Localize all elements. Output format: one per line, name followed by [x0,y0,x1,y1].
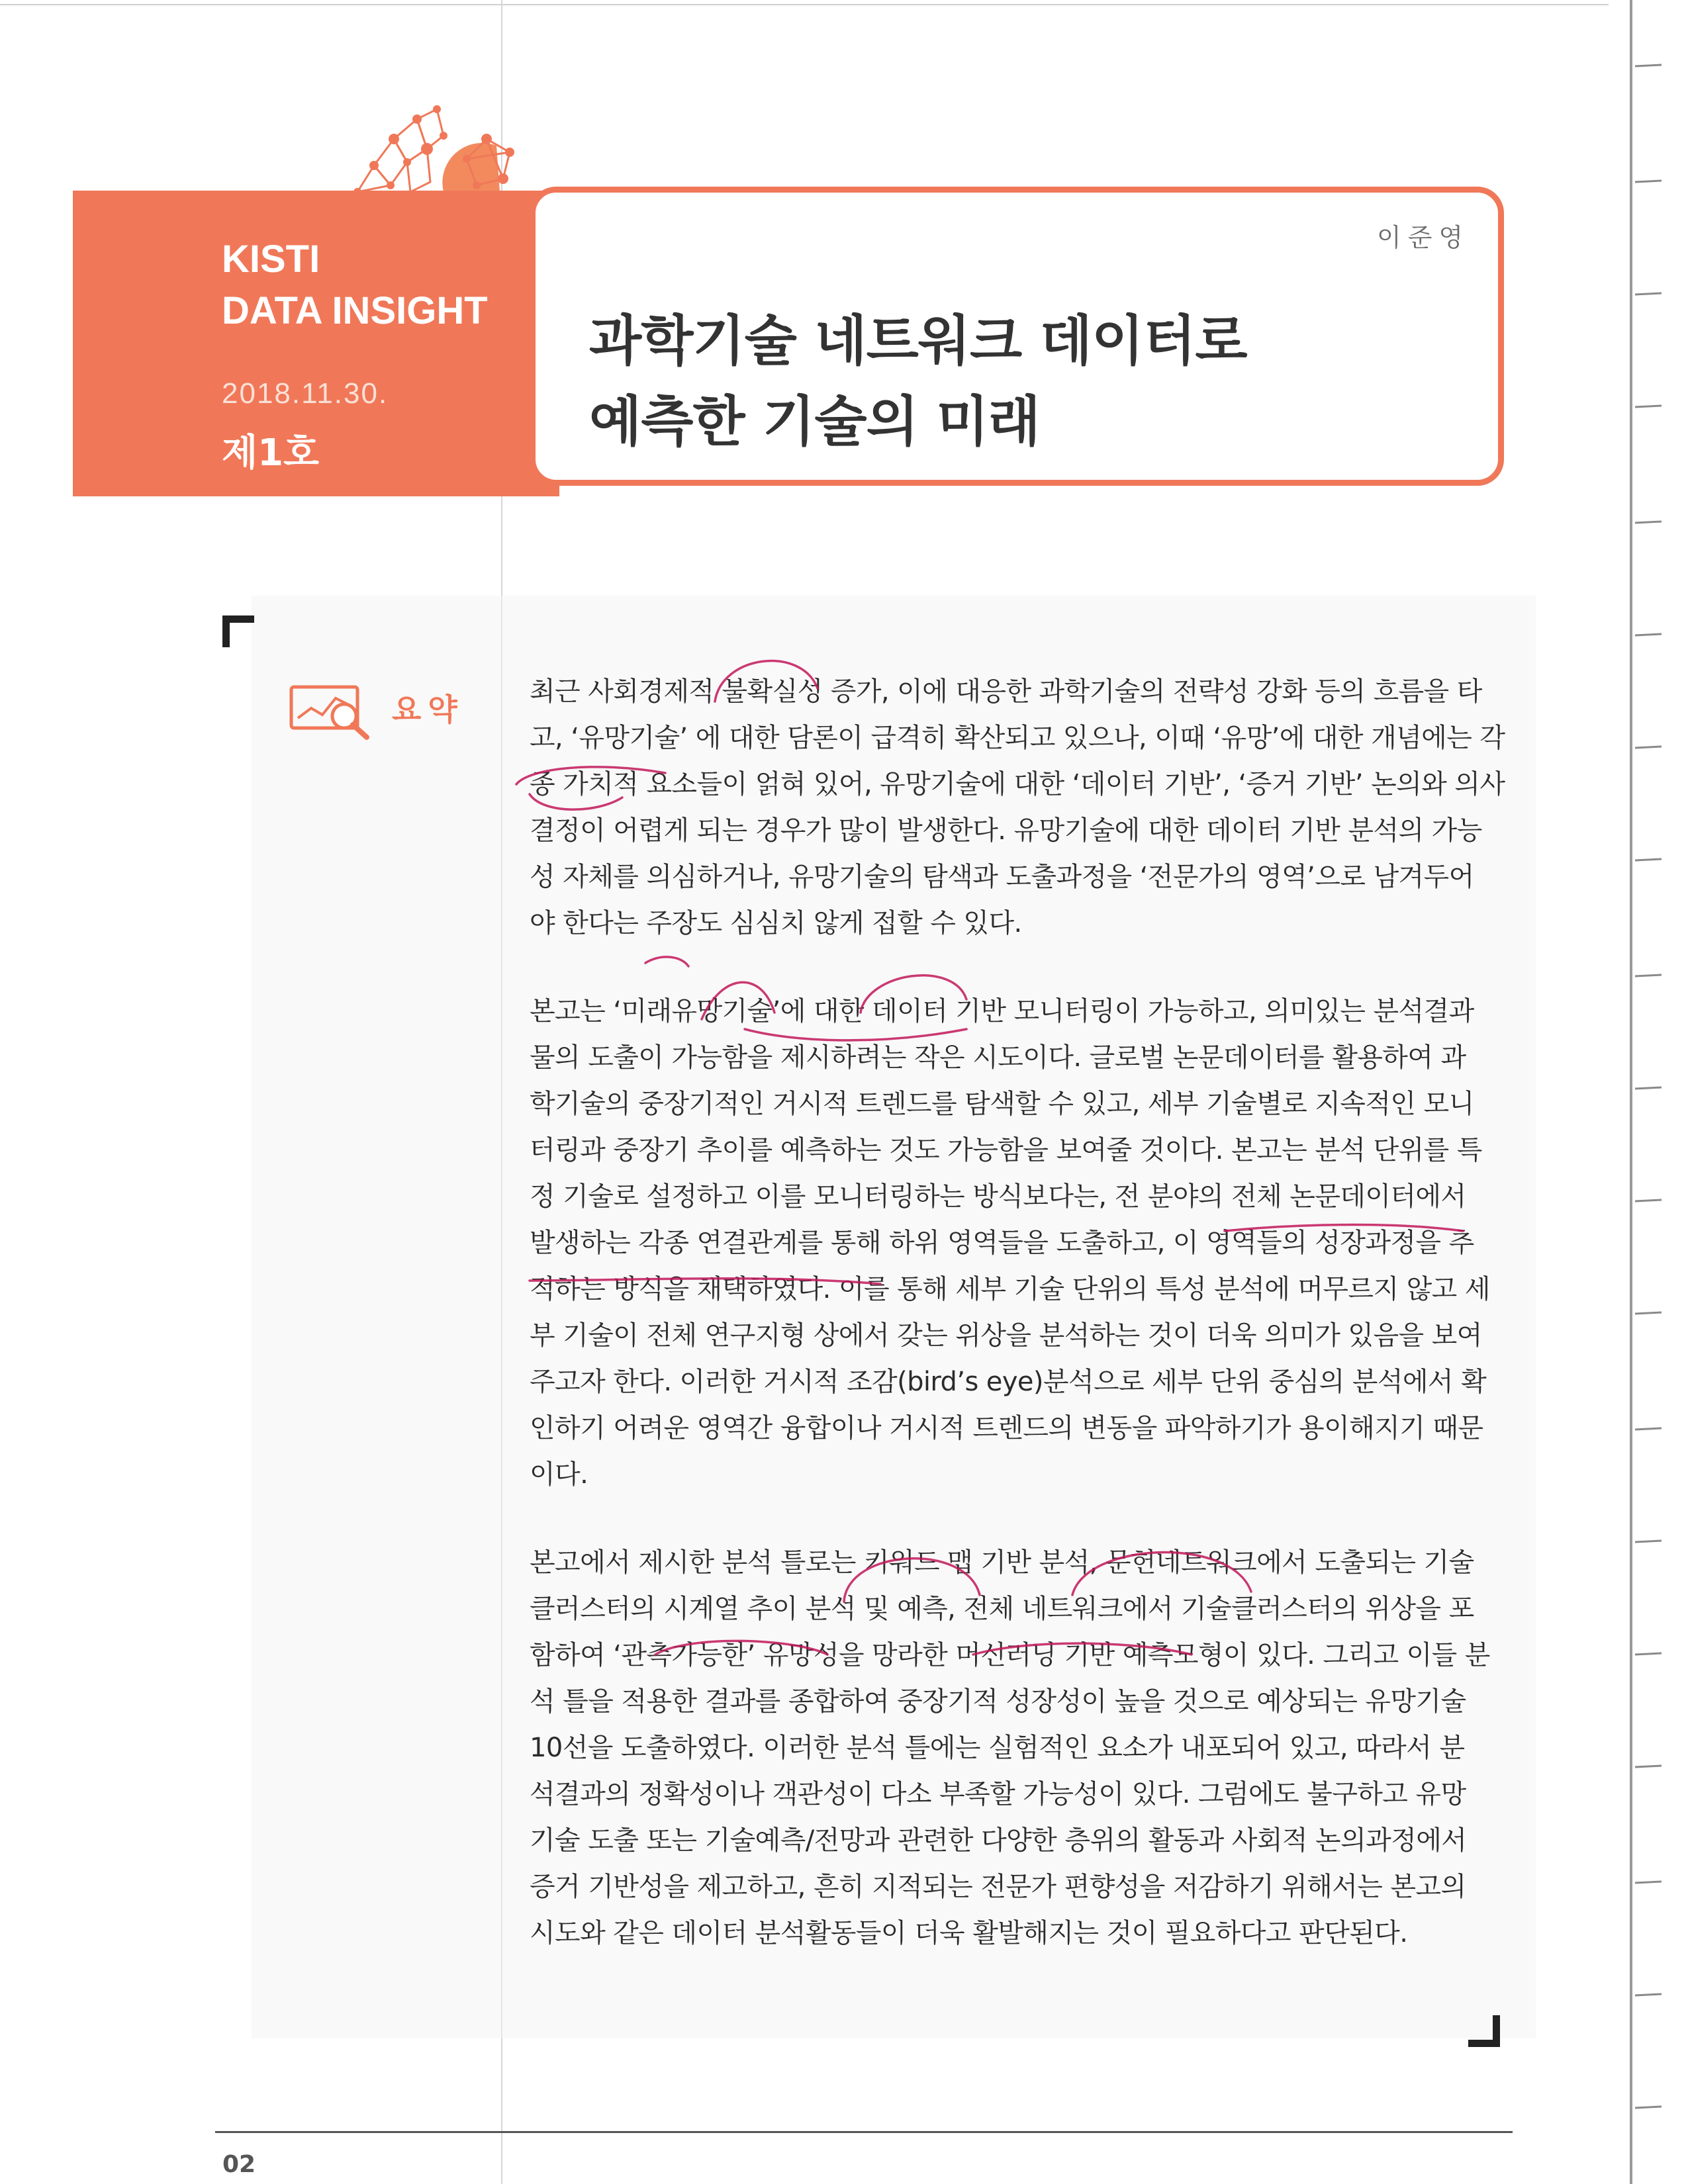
text-line: 결정이 어렵게 되는 경우가 많이 발생한다. 유망기술에 대한 데이터 기반 분석의 가능 [530,815,1482,846]
text-line: 석결과의 정확성이나 객관성이 다소 부족할 가능성이 있다. 그럼에도 불구하고 유망 [530,1779,1466,1809]
text-line: 최근 사회경제적 불확실성 증가, 이에 대응한 과학기술의 전략성 강화 등의 흐름을 타 [530,676,1482,707]
text-line: 증거 기반성을 제고하고, 흔히 지적되는 전문가 편향성을 저감하기 위해서는 본고의 [530,1872,1466,1902]
summary-paragraph-1 [530,668,1505,946]
text-line: 시도와 같은 데이터 분석활동들이 더욱 활발해지는 것이 필요하다고 판단된다. [530,1918,1408,1948]
text-line: 물의 도출이 가능함을 제시하려는 작은 시도이다. 글로벌 논문데이터를 활용하여 과 [530,1042,1466,1073]
binding-ticks [1635,0,1688,2184]
title-line-2: 예측한 기술의 미래 [589,390,1040,453]
summary-body [530,668,1505,1998]
chart-magnifier-icon [286,682,379,741]
page-edge [1630,0,1632,2184]
document-title [589,301,1247,463]
page-number: 02 [222,2151,256,2178]
issue-date: 2018.11.30. [222,377,389,410]
text-line: 학기술의 중장기적인 거시적 트렌드를 탐색할 수 있고, 세부 기술별로 지속적인 모니 [530,1089,1474,1119]
text-line: 발생하는 각종 연결관계를 통해 하위 영역들을 도출하고, 이 영역들의 성장과정을 추 [530,1228,1474,1258]
series-name-line2: DATA INSIGHT [222,289,488,332]
summary-heading [286,682,478,741]
summary-label: 요약 [392,692,464,727]
scan-top-rule [0,4,1609,5]
summary-paragraph-3 [530,1539,1490,1956]
corner-mark-top-left [222,615,254,647]
series-name-line1: KISTI [222,238,320,281]
network-graph-icon [344,99,530,195]
text-line: 인하기 어려운 영역간 융합이나 거시적 트렌드의 변동을 파악하기가 용이해지기 때문 [530,1413,1483,1443]
issue-number: 제1호 [222,432,320,475]
text-line: 본고에서 제시한 분석 틀로는 키워드 맵 기반 분석, 문헌네트워크에서 도출되는 기술 [530,1547,1474,1578]
text-line: 기술 도출 또는 기술예측/전망과 관련한 다양한 층위의 활동과 사회적 논의과정에서 [530,1825,1467,1856]
text-line: 정 기술로 설정하고 이를 모니터링하는 방식보다는, 전 분야의 전체 논문데이터에서 [530,1181,1466,1212]
text-line: 주고자 한다. 이러한 거시적 조감(bird’s eye)분석으로 세부 단위 중심의 분석에서 확 [530,1367,1487,1397]
text-line: 터링과 중장기 추이를 예측하는 것도 가능함을 보여줄 것이다. 본고는 분석 단위를 특 [530,1135,1482,1165]
author-name: 이준영 [1377,223,1470,252]
text-line: 야 한다는 주장도 심심치 않게 접할 수 있다. [530,908,1022,938]
corner-mark-bottom-right [1468,2015,1500,2047]
text-line: 함하여 ‘관측가능한’ 유망성을 망라한 머신러닝 기반 예측모형이 있다. 그리고 이들 분 [530,1640,1490,1670]
text-line: 고, ‘유망기술’ 에 대한 담론이 급격히 확산되고 있으나, 이때 ‘유망’에 대한 개념에는 각 [530,723,1505,753]
text-line: 본고는 ‘미래유망기술’에 대한 데이터 기반 모니터링이 가능하고, 의미있는 분석결과 [530,996,1474,1026]
title-line-1: 과학기술 네트워크 데이터로 [589,310,1247,373]
text-line: 적하는 방식을 채택하였다. 이를 통해 세부 기술 단위의 특성 분석에 머무르지 않고 세 [530,1274,1490,1304]
text-line: 10선을 도출하였다. 이러한 분석 틀에는 실험적인 요소가 내포되어 있고, 따라서 분 [530,1733,1465,1763]
text-line: 클러스터의 시계열 추이 분석 및 예측, 전체 네트워크에서 기술클러스터의 위상을 포 [530,1594,1474,1624]
text-line: 석 틀을 적용한 결과를 종합하여 중장기적 성장성이 높을 것으로 예상되는 유망기술 [530,1686,1466,1717]
text-line: 이다. [530,1459,588,1490]
text-line: 종 가치적 요소들이 얽혀 있어, 유망기술에 대한 ‘데이터 기반’, ‘증거 기반’ 논의와 의사 [530,769,1505,799]
footer-rule [215,2131,1513,2133]
summary-paragraph-2 [530,988,1490,1498]
text-line: 성 자체를 의심하거나, 유망기술의 탐색과 도출과정을 ‘전문가의 영역’으로 남겨두어 [530,862,1474,892]
text-line: 부 기술이 전체 연구지형 상에서 갖는 위상을 분석하는 것이 더욱 의미가 있음을 보여 [530,1320,1482,1351]
